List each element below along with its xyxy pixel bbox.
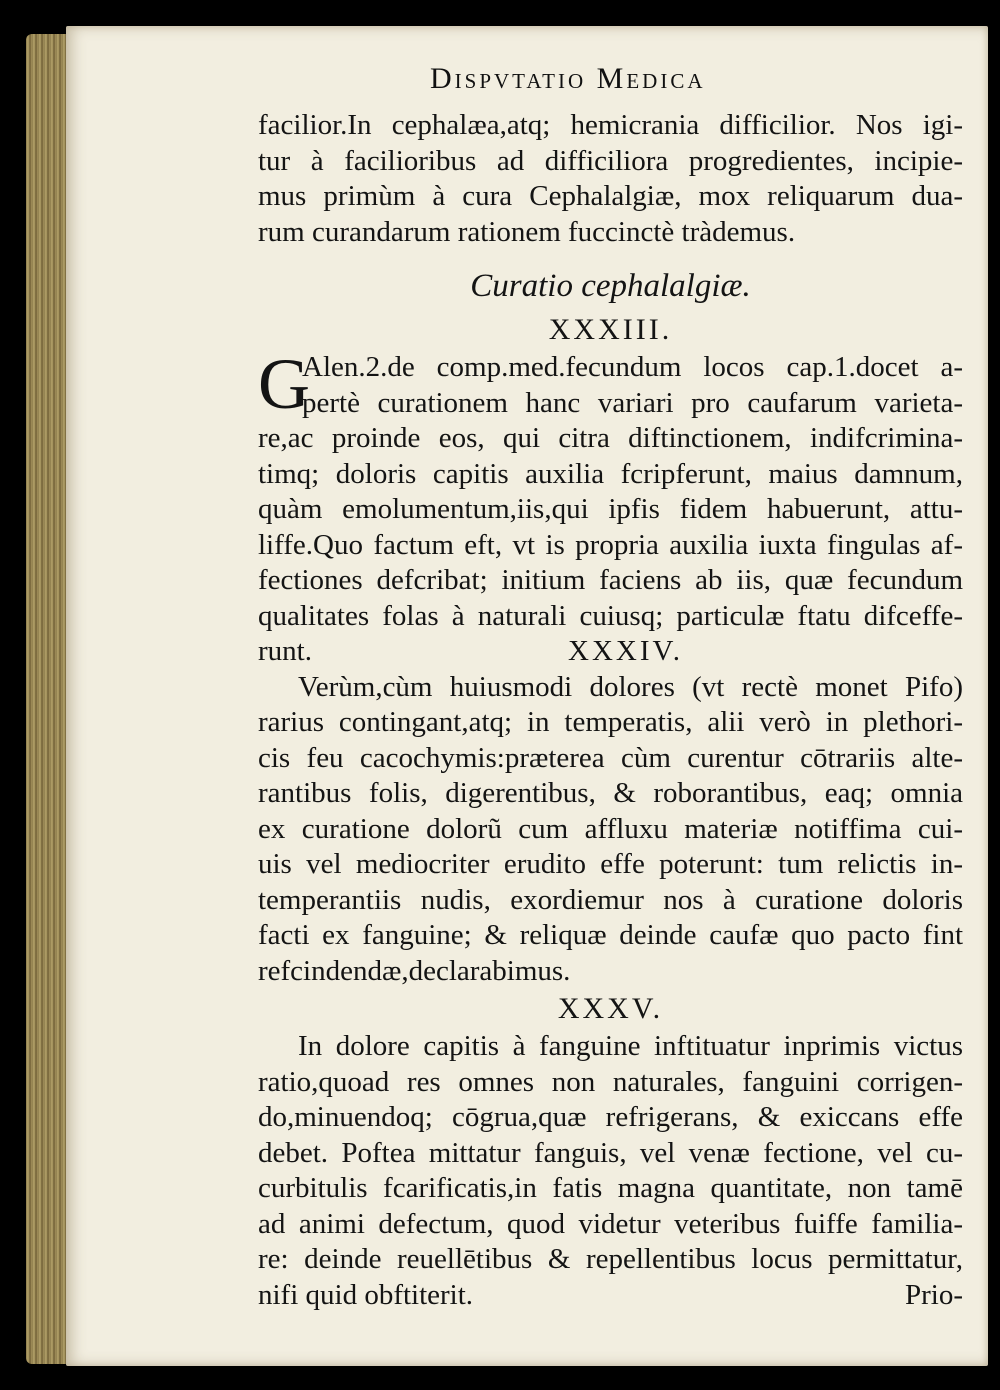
running-head: Dispvtatio Medica	[430, 62, 706, 95]
text-line: facti ex fanguine; & reliquæ deinde caufæ quo pacto fint	[258, 919, 963, 951]
text-line: uis vel mediocriter erudito effe poterunt: tum relictis in-	[258, 848, 963, 880]
text-line: quàm emolumentum,iis,qui ipfis fidem habuerunt, attu-	[258, 493, 963, 525]
text-line-content: runt.	[258, 635, 312, 667]
text-line: fectiones defcribat; initium faciens ab iis, quæ fecundum	[258, 564, 963, 596]
text-line: In dolore capitis à fanguine inftituatur inprimis victus	[298, 1030, 963, 1062]
section-number-33: XXXIII.	[548, 313, 673, 346]
text-line: ad animi defectum, quod videtur veteribus fuiffe familia-	[258, 1207, 963, 1240]
text-line: rum curandarum rationem fuccinctè tràdemus.	[258, 215, 796, 248]
text-line: Verùm,cùm huiusmodi dolores (vt rectè monet Pifo)	[298, 670, 963, 703]
section-number-34: XXXIV.	[568, 635, 683, 667]
text-line: tur à facilioribus ad difficiliora progredientes, incipie-	[258, 144, 963, 177]
paragraph-33	[258, 344, 963, 670]
paragraph-34	[258, 670, 963, 990]
paragraph-intro	[258, 108, 963, 250]
text-line: temperantiis nudis, exordiemur nos à curatione doloris	[258, 883, 963, 916]
text-line: rarius contingant,atq; in temperatis, alii verò in plethori-	[258, 706, 963, 738]
text-line: curbitulis fcarificatis,in fatis magna quantitate, non tamē	[258, 1172, 963, 1204]
text-line	[258, 634, 963, 670]
text-line: rantibus folis, digerentibus, & roborantibus, eaq; omnia	[258, 777, 963, 809]
text-line: re: deinde reuellētibus & repellentibus locus permittatur,	[258, 1243, 963, 1275]
text-line: qualitates folas à naturali cuiusq; particulæ ftatu difceffe-	[258, 599, 963, 632]
text-line: facilior.In cephalæa,atq; hemicrania difficilior. Nos igi-	[258, 109, 963, 141]
text-line: mus primùm à cura Cephalalgiæ, mox reliquarum dua-	[258, 180, 963, 212]
text-line-content: Alen.2.de comp.med.fecundum locos cap.1.docet a-	[302, 351, 963, 383]
section-heading: Curatio cephalalgiæ.	[470, 268, 751, 304]
text-line: do,minuendoq; cōgrua,quæ refrigerans, & exiccans effe	[258, 1101, 963, 1133]
page-edges	[26, 34, 70, 1364]
text-line: ratio,quoad res omnes non naturales, fanguini corrigen-	[258, 1065, 963, 1098]
text-line: timq; doloris capitis auxilia fcripferunt, maius damnum,	[258, 457, 963, 490]
text-block	[258, 108, 963, 1313]
section-number-35: XXXV.	[557, 992, 664, 1025]
catchword: Prio-	[905, 1278, 963, 1311]
text-line: liffe.Quo factum eft, vt is propria auxilia iuxta fingulas af-	[258, 528, 963, 561]
text-line: refcindendæ,declarabimus.	[258, 954, 571, 987]
text-line: debet. Poftea mittatur fanguis, vel venæ fectione, vel cu-	[258, 1136, 963, 1169]
text-line: cis feu cacochymis:præterea cùm curentur cōtrariis alte-	[258, 741, 963, 774]
text-line: ex curatione dolorũ cum affluxu materiæ notiffima cui-	[258, 812, 963, 845]
text-line: re,ac proinde eos, qui citra diftinctionem, indifcrimina-	[258, 422, 963, 454]
drop-cap: G	[258, 344, 310, 424]
paragraph-35	[258, 1029, 963, 1313]
text-line: pertè curationem hanc variari pro caufarum varieta-	[302, 386, 963, 419]
text-line	[258, 1278, 963, 1314]
text-line-content: nifi quid obftiterit.	[258, 1278, 474, 1311]
